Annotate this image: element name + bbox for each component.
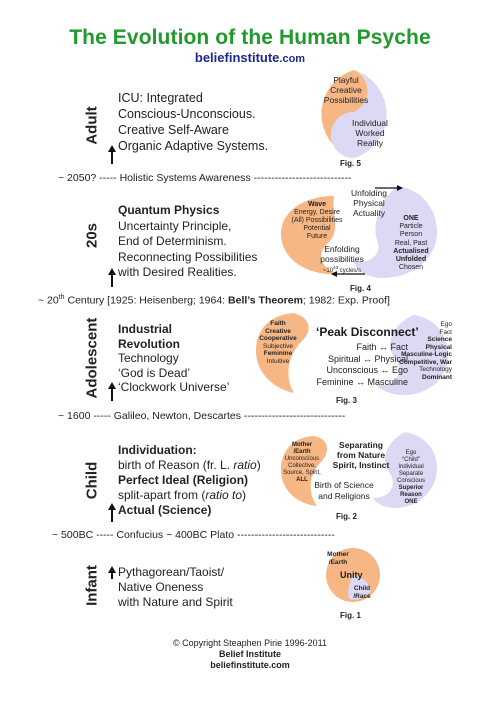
adolescent-line: ‘Clockwork Universe’ — [118, 380, 230, 394]
fig2-orange-plain: Collective, — [288, 463, 316, 469]
footer-copyright: © Copyright Steaphen Pirie 1996-2011 — [172, 638, 328, 648]
child-heading: Individuation: — [118, 443, 197, 457]
fig4-one: ONE — [403, 215, 419, 222]
fig3-lav-bold: Science — [427, 336, 452, 343]
fig3-mid-line: Faith ↔ Fact — [356, 342, 408, 352]
t20c-sup: th — [58, 294, 65, 301]
fig4-chosen: Chosen — [398, 264, 424, 272]
footer — [0, 638, 500, 671]
timeline-500bc: ~ 500BC ----- Confucius ~ 400BC Plato ---------------------------- — [52, 529, 335, 541]
fig2-orange-text — [281, 442, 323, 484]
fig4-label: Fig. 4 — [350, 284, 371, 293]
fig3-orange-bold: Creative — [265, 327, 291, 335]
fig3-orange-text — [258, 320, 298, 365]
child-heading: Actual (Science) — [118, 503, 212, 517]
fig3-mid-line: Feminine ↔ Masculine — [316, 376, 408, 387]
site-tld: .com — [279, 53, 306, 65]
fig1-mother — [326, 551, 350, 566]
fig5-lavender-text — [340, 118, 400, 148]
fig3-orange-bold: Faith — [270, 320, 286, 327]
fig4-wave: Wave — [307, 201, 327, 208]
fig4-mid-line: Physical — [353, 198, 385, 208]
child-line — [118, 488, 261, 503]
adult-line: ICU: Integrated — [118, 91, 203, 105]
fig4-frequency-unit: cycles/s — [338, 268, 362, 274]
stage-label-adult: Adult — [83, 106, 101, 145]
fig2-orange-plain: Source, Spirit, — [283, 470, 321, 476]
fig3-lav-bold: Competitive, War — [399, 358, 452, 366]
fig3-lav-plain: Technology — [419, 366, 452, 373]
twenties-line: Uncertainty Principle, — [118, 218, 232, 233]
adult-line: Creative Self-Aware — [118, 123, 229, 137]
fig3-peak-disconnect: ‘Peak Disconnect’ — [316, 325, 419, 339]
fig3-orange-intuitive: Intuitive — [266, 357, 290, 365]
fig2-birth-text — [304, 480, 384, 502]
fig4-enfolding — [306, 244, 378, 275]
fig4-lavender-line: Real, Past — [394, 239, 428, 247]
fig3-mid-line: Unconscious ↔ Ego — [326, 365, 408, 375]
fig3-orange-bold: Cooperative — [259, 335, 297, 342]
timeline-2050: ~ 2050? ----- Holistic Systems Awareness ---------------------------- — [58, 172, 352, 184]
footer-org: Belief Institute — [218, 649, 281, 659]
infant-line: Native Oneness — [118, 580, 204, 594]
t20c-part-c: ; 1982: Exp. Proof] — [302, 294, 390, 307]
fig4-lavender-text — [386, 215, 436, 272]
fig4-lavender-line: Person — [399, 231, 423, 239]
fig2-lavender-text — [388, 450, 434, 506]
child-line2-b: ) — [242, 488, 247, 502]
fig5-lavender-line: Worked — [355, 128, 385, 138]
fig1-unity: Unity — [340, 570, 363, 580]
fig4-frequency-value: ~10 — [322, 268, 334, 274]
fig3-orange-plain: Subjective — [263, 342, 293, 350]
fig2-mid-plain: and Religions — [318, 491, 370, 501]
twenties-line: with Desired Realities. — [118, 265, 237, 279]
fig2-mid-bold: Spirit, Instinct — [332, 460, 390, 470]
page-title: The Evolution of the Human Psyche — [69, 26, 431, 49]
fig3-lav-bold: Masculine-Logic — [401, 351, 452, 358]
fig1-child — [352, 585, 372, 600]
timeline-20th-century — [38, 294, 390, 307]
child-line1-i: ratio — [233, 458, 257, 472]
footer-site: beliefinstitute.com — [210, 660, 290, 670]
fig3-mid-line: Spiritual ↔ Physical — [327, 353, 408, 364]
adult-line: Organic Adaptive Systems. — [118, 139, 269, 153]
fig2-lav-plain: Conscious — [396, 478, 425, 484]
stage-label-child: Child — [83, 461, 101, 500]
fig4-mid-line: possibilities — [320, 254, 364, 264]
fig2-lav-bold: Reason — [400, 492, 422, 498]
fig4-orange-line: Energy, Desire — [294, 209, 340, 216]
adult-description — [118, 90, 268, 154]
fig4-mid-line: Actuality — [352, 208, 386, 218]
fig2-lav-plain: Ego — [405, 450, 417, 456]
fig2-lav-plain: “Child” — [402, 457, 420, 463]
fig2-mid-bold: Separating — [339, 440, 383, 450]
child-heading: Perfect Ideal (Religion) — [118, 473, 249, 487]
fig3-orange-feminine: Feminine — [263, 350, 293, 357]
fig1-child-line: /Race — [353, 592, 371, 600]
fig1-child-line: Child — [353, 585, 371, 592]
fig2-orange-plain: Unconscious — [284, 456, 320, 462]
fig1-mother-line: Mother — [327, 551, 349, 558]
fig2-orange-bold: /Earth — [293, 449, 311, 455]
stage-label-20s: 20s — [83, 222, 101, 249]
child-line1-b: ) — [256, 458, 261, 472]
t20c-part-a: ~ 20 — [38, 294, 59, 307]
adolescent-description — [118, 322, 229, 395]
fig1-mother-line: /Earth — [328, 558, 348, 566]
twenties-line: Reconnecting Possibilities — [118, 249, 258, 264]
fig5-lavender-line: Individual — [352, 118, 388, 128]
child-line1-a: birth of Reason (fr. L. — [118, 458, 234, 472]
child-line — [118, 458, 261, 473]
adolescent-line: ‘God is Dead’ — [118, 365, 191, 380]
fig1-label: Fig. 1 — [340, 611, 361, 620]
timeline-arrow-child — [108, 503, 116, 510]
t20c-bold: Bell’s Theorem — [228, 294, 303, 307]
child-line2-a: split-apart from ( — [118, 488, 206, 502]
fig5-lavender-line: Reality — [357, 138, 383, 148]
fig3-lav-dominant: Dominant — [422, 373, 452, 381]
fig4-lavender-bold: Actualised — [393, 247, 429, 255]
fig4-lavender-line: Particle — [399, 223, 423, 231]
timeline-arrow-infant — [108, 566, 116, 573]
twenties-line: End of Determinism. — [118, 234, 227, 248]
site-name — [0, 50, 500, 65]
fig2-lav-bold: ONE — [404, 499, 418, 505]
timeline-axis-adult — [111, 152, 113, 164]
fig5-orange-line: Playful — [333, 75, 359, 85]
fig3-lav-top: Fact — [439, 328, 452, 336]
adolescent-line: Technology — [118, 351, 179, 365]
fig2-mid-text — [326, 440, 396, 470]
fig5-orange-text — [306, 75, 386, 105]
timeline-1600: ~ 1600 ----- Galileo, Newton, Descartes ----------------------------- — [58, 410, 346, 422]
fig4-frequency — [306, 264, 378, 275]
fig4-mid-line: Enfolding — [324, 244, 360, 254]
timeline-axis-20s — [111, 275, 113, 287]
child-line2-i: ratio to — [205, 488, 243, 502]
infant-description — [118, 565, 233, 610]
fig4-frequency-exp: 43 — [333, 265, 339, 270]
fig4-mid-line: Unfolding — [351, 188, 387, 198]
adolescent-heading: Industrial — [118, 322, 173, 336]
fig3-lavender-text — [392, 321, 452, 381]
fig2-orange-bold: Mother — [292, 442, 312, 448]
fig3-lav-top: Ego — [440, 321, 452, 328]
infant-line: Pythagorean/Taoist/ — [118, 565, 225, 579]
stage-label-infant: Infant — [83, 565, 101, 606]
twenties-heading: Quantum Physics — [118, 203, 220, 217]
timeline-axis-infant — [111, 573, 113, 579]
timeline-arrow-adolescent — [108, 382, 116, 389]
stage-label-adolescent: Adolescent — [83, 317, 101, 399]
fig2-label: Fig. 2 — [336, 512, 357, 521]
fig5-orange-line: Possibilities — [323, 95, 369, 105]
fig2-orange-all: ALL — [296, 477, 308, 483]
timeline-axis-child — [111, 510, 113, 522]
timeline-arrow-adult — [108, 145, 116, 152]
fig5-orange-line: Creative — [330, 85, 362, 95]
fig4-orange-line: Future — [306, 233, 328, 240]
child-description — [118, 443, 261, 518]
timeline-axis-adolescent — [111, 389, 113, 401]
twenties-description — [118, 203, 257, 281]
fig4-unfolding — [338, 188, 400, 218]
site-main: beliefinstitute — [194, 50, 280, 65]
adult-line: Conscious-Unconscious. — [118, 107, 256, 121]
infant-line: with Nature and Spirit — [118, 595, 233, 609]
fig2-lav-plain: Separate — [398, 471, 424, 477]
fig2-lav-bold: Superior — [398, 485, 424, 491]
fig4-orange-line: Potential — [303, 225, 331, 232]
fig2-mid-bold: from Nature — [336, 450, 386, 460]
timeline-arrow-20s — [108, 268, 116, 275]
fig4-lavender-bold: Unfolded — [395, 256, 427, 264]
fig4-orange-line: (All) Possibilities — [291, 217, 343, 224]
fig2-lav-plain: Individual — [398, 464, 424, 470]
fig3-lav-bold: Physical — [425, 343, 452, 351]
fig5-label: Fig. 5 — [340, 159, 361, 168]
t20c-part-b: Century [1925: Heisenberg; 1964: — [64, 294, 229, 307]
adolescent-heading: Revolution — [118, 336, 180, 351]
fig2-mid-plain: Birth of Science — [314, 480, 374, 490]
fig3-label: Fig. 3 — [336, 396, 357, 405]
